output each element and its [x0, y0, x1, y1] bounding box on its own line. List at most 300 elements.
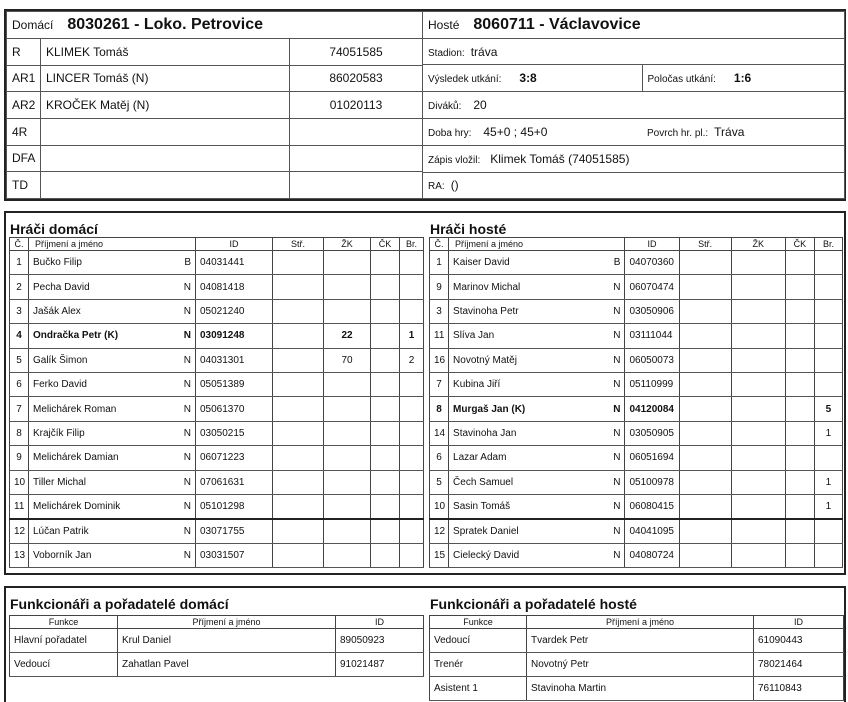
player-name-wrap [33, 330, 191, 341]
player-name-cell [29, 421, 196, 445]
player-yellow-card [731, 519, 785, 543]
player-red-card [371, 299, 400, 323]
official-id: 91021487 [336, 653, 424, 677]
player-name-cell [449, 324, 625, 348]
player-row [430, 324, 843, 348]
player-name: Čech Samuel [453, 476, 514, 488]
player-name: Galík Šimon [33, 354, 88, 366]
player-flag: N [183, 354, 191, 366]
official-role: Asistent 1 [430, 677, 527, 701]
player-name-cell [29, 543, 196, 567]
player-number: 5 [430, 470, 449, 494]
player-red-card [785, 494, 814, 518]
player-yellow-card: 22 [324, 324, 371, 348]
player-flag: N [613, 452, 621, 464]
player-id: 05051389 [196, 372, 273, 396]
player-yellow-card [731, 421, 785, 445]
player-yellow-card [324, 543, 371, 567]
player-row [10, 348, 424, 372]
player-name-cell [29, 251, 196, 275]
spectators-row [423, 92, 844, 119]
player-flag: N [613, 476, 621, 488]
player-yellow-card [324, 519, 371, 543]
player-name-wrap [453, 452, 620, 463]
player-id: 03050905 [625, 421, 679, 445]
player-goals: 1 [400, 324, 424, 348]
player-name-wrap [453, 257, 620, 268]
player-substitution [679, 324, 731, 348]
player-substitution [273, 543, 324, 567]
player-red-card [785, 470, 814, 494]
official-id: 78021464 [754, 653, 844, 677]
spectators-label: Diváků: [428, 101, 462, 113]
player-id: 06071223 [196, 446, 273, 470]
result-label: Výsledek utkání: [428, 74, 502, 86]
player-goals: 5 [814, 397, 842, 421]
player-name-wrap [453, 550, 620, 561]
player-red-card [371, 324, 400, 348]
player-goals [400, 299, 424, 323]
official-row [10, 653, 424, 677]
player-red-card [785, 275, 814, 299]
player-number: 12 [430, 519, 449, 543]
entered-by-value: Klimek Tomáš (74051585) [490, 151, 630, 166]
home-players-title: Hráči domácí [10, 221, 98, 237]
official-id [290, 118, 423, 145]
player-row [430, 543, 843, 567]
player-goals [400, 251, 424, 275]
player-name: Cielecký David [453, 549, 520, 561]
player-goals [400, 421, 424, 445]
away-label: Hosté [428, 18, 460, 32]
halftime-cell [642, 65, 844, 92]
player-id: 05061370 [196, 397, 273, 421]
player-red-card [371, 494, 400, 518]
player-name-cell [449, 543, 625, 567]
player-name: Stavinoha Petr [453, 305, 519, 317]
player-goals: 1 [814, 470, 842, 494]
player-substitution [273, 446, 324, 470]
player-substitution [679, 543, 731, 567]
player-flag: N [183, 500, 191, 512]
team-officials-section [4, 586, 846, 702]
player-red-card [785, 397, 814, 421]
player-red-card [371, 348, 400, 372]
player-name: Bučko Filip [33, 257, 82, 269]
player-number: 4 [10, 324, 29, 348]
player-yellow-card [731, 324, 785, 348]
player-yellow-card [324, 494, 371, 518]
player-red-card [785, 543, 814, 567]
official-row [430, 653, 844, 677]
player-yellow-card [324, 372, 371, 396]
player-name-wrap [453, 330, 620, 341]
player-name: Melichárek Dominik [33, 500, 121, 512]
col-zk: ŽK [731, 238, 785, 251]
player-yellow-card [731, 494, 785, 518]
player-name: Spratek Daniel [453, 525, 519, 537]
col-id: ID [196, 238, 273, 251]
player-substitution [273, 275, 324, 299]
official-name: KLIMEK Tomáš [41, 39, 290, 66]
player-goals [400, 494, 424, 518]
player-yellow-card [324, 421, 371, 445]
player-flag: N [183, 330, 191, 342]
player-red-card [785, 372, 814, 396]
player-row [430, 299, 843, 323]
player-red-card [371, 543, 400, 567]
official-id: 01020113 [290, 92, 423, 119]
player-id: 06050073 [625, 348, 679, 372]
surface-label: Povrch hr. pl.: [647, 127, 709, 139]
player-name-wrap [33, 477, 191, 488]
player-yellow-card [731, 299, 785, 323]
col-name: Příjmení a jméno [527, 616, 754, 629]
player-goals [400, 470, 424, 494]
official-row [430, 677, 844, 701]
official-name: Novotný Petr [527, 653, 754, 677]
official-row [7, 39, 845, 66]
player-flag: B [184, 257, 191, 269]
ra-value: () [450, 178, 459, 193]
player-name-wrap [453, 501, 620, 512]
player-substitution [273, 251, 324, 275]
col-no: Č. [10, 238, 29, 251]
home-team-header [7, 12, 423, 39]
player-substitution [273, 372, 324, 396]
player-red-card [785, 251, 814, 275]
stadium-row [423, 39, 844, 65]
player-row [430, 348, 843, 372]
players-section [4, 211, 846, 575]
player-substitution [273, 421, 324, 445]
player-substitution [273, 397, 324, 421]
player-name-wrap [33, 526, 191, 537]
player-substitution [679, 299, 731, 323]
player-id: 06051694 [625, 446, 679, 470]
player-yellow-card: 70 [324, 348, 371, 372]
player-id: 03031507 [196, 543, 273, 567]
player-name-wrap [33, 306, 191, 317]
player-name-wrap [33, 257, 191, 268]
player-yellow-card [731, 348, 785, 372]
player-flag: N [613, 427, 621, 439]
col-id: ID [754, 616, 844, 629]
player-id: 05100978 [625, 470, 679, 494]
player-goals [400, 397, 424, 421]
col-ck: ČK [785, 238, 814, 251]
player-name-cell [29, 446, 196, 470]
ra-row [423, 172, 844, 198]
player-id: 06080415 [625, 494, 679, 518]
player-name: Sasin Tomáš [453, 500, 511, 512]
player-row [430, 275, 843, 299]
player-flag: N [613, 525, 621, 537]
away-players-title: Hráči hosté [430, 221, 507, 237]
player-row [10, 470, 424, 494]
player-substitution [273, 348, 324, 372]
player-yellow-card [731, 470, 785, 494]
player-number: 11 [10, 494, 29, 518]
player-flag: N [183, 525, 191, 537]
player-red-card [371, 446, 400, 470]
player-name-cell [29, 299, 196, 323]
player-substitution [679, 421, 731, 445]
player-red-card [785, 421, 814, 445]
player-name-cell [29, 372, 196, 396]
player-number: 3 [10, 299, 29, 323]
player-name-cell [449, 348, 625, 372]
official-id: 74051585 [290, 39, 423, 66]
official-row [10, 629, 424, 653]
official-row [430, 629, 844, 653]
player-name-wrap [33, 428, 191, 439]
away-players-table [429, 237, 843, 568]
player-yellow-card [731, 397, 785, 421]
player-goals [814, 299, 842, 323]
player-red-card [785, 299, 814, 323]
player-name-cell [449, 372, 625, 396]
player-id: 05021240 [196, 299, 273, 323]
halftime-value: 1:6 [733, 71, 752, 86]
player-substitution [679, 372, 731, 396]
player-number: 7 [10, 397, 29, 421]
player-number: 1 [10, 251, 29, 275]
table-header [10, 238, 424, 251]
player-flag: N [613, 549, 621, 561]
col-zk: ŽK [324, 238, 371, 251]
player-name-cell [29, 348, 196, 372]
stadium-value: tráva [470, 44, 498, 59]
player-id: 06070474 [625, 275, 679, 299]
player-name-cell [29, 397, 196, 421]
player-flag: N [613, 354, 621, 366]
result-value: 3:8 [519, 71, 537, 86]
player-number: 6 [10, 372, 29, 396]
player-goals [814, 275, 842, 299]
player-red-card [785, 446, 814, 470]
player-red-card [785, 324, 814, 348]
player-red-card [371, 519, 400, 543]
player-row [430, 470, 843, 494]
player-substitution [273, 299, 324, 323]
player-substitution [679, 446, 731, 470]
player-yellow-card [731, 372, 785, 396]
spectators-value: 20 [473, 98, 487, 113]
stadium-label: Stadion: [428, 47, 465, 59]
player-name-cell [449, 397, 625, 421]
player-flag: N [183, 305, 191, 317]
player-goals: 1 [814, 494, 842, 518]
player-row [10, 299, 424, 323]
table-header [430, 616, 844, 629]
player-red-card [371, 397, 400, 421]
player-substitution [273, 324, 324, 348]
col-id: ID [336, 616, 424, 629]
player-id: 03050215 [196, 421, 273, 445]
player-row [430, 446, 843, 470]
official-name [41, 118, 290, 145]
player-goals [814, 543, 842, 567]
duration-label: Doba hry: [428, 127, 472, 139]
player-number: 9 [430, 275, 449, 299]
official-name [41, 145, 290, 172]
player-goals [400, 543, 424, 567]
surface-value: Tráva [714, 124, 745, 139]
player-name-wrap [453, 404, 620, 415]
official-role: 4R [7, 118, 41, 145]
player-flag: N [183, 281, 191, 293]
player-name-cell [29, 324, 196, 348]
player-id: 04070360 [625, 251, 679, 275]
player-goals [814, 446, 842, 470]
player-number: 11 [430, 324, 449, 348]
player-flag: N [613, 305, 621, 317]
col-br: Br. [814, 238, 842, 251]
player-number: 8 [430, 397, 449, 421]
official-name: LINCER Tomáš (N) [41, 65, 290, 92]
player-goals [814, 519, 842, 543]
home-team-name: 8030261 - Loko. Petrovice [67, 16, 263, 33]
official-role: AR1 [7, 65, 41, 92]
player-red-card [371, 372, 400, 396]
home-players-table [9, 237, 424, 568]
player-name-cell [29, 470, 196, 494]
official-id: 61090443 [754, 629, 844, 653]
col-name: Příjmení a jméno [449, 238, 625, 251]
player-number: 2 [10, 275, 29, 299]
table-header [10, 616, 424, 629]
player-id: 05110999 [625, 372, 679, 396]
player-goals [814, 348, 842, 372]
duration-cell [423, 118, 642, 145]
player-substitution [679, 397, 731, 421]
player-row [10, 251, 424, 275]
col-role: Funkce [10, 616, 118, 629]
player-number: 15 [430, 543, 449, 567]
player-flag: N [613, 500, 621, 512]
player-number: 9 [10, 446, 29, 470]
player-flag: N [613, 379, 621, 391]
player-number: 10 [430, 494, 449, 518]
player-number: 10 [10, 470, 29, 494]
official-id: 89050923 [336, 629, 424, 653]
player-flag: N [613, 403, 621, 415]
player-row [10, 543, 424, 567]
player-red-card [371, 421, 400, 445]
player-name-wrap [453, 306, 620, 317]
player-yellow-card [324, 299, 371, 323]
home-label: Domácí [12, 18, 54, 32]
player-name-wrap [453, 379, 620, 390]
player-id: 04080724 [625, 543, 679, 567]
player-id: 04031441 [196, 251, 273, 275]
player-goals [400, 372, 424, 396]
player-name: Slíva Jan [453, 330, 495, 342]
player-yellow-card [324, 275, 371, 299]
official-name: Tvardek Petr [527, 629, 754, 653]
official-role: Vedoucí [10, 653, 118, 677]
official-role: DFA [7, 145, 41, 172]
player-name: Murgaš Jan (K) [453, 403, 526, 415]
player-name-wrap [33, 501, 191, 512]
player-red-card [371, 275, 400, 299]
away-team-name: 8060711 - Václavovice [473, 16, 641, 33]
entered-by-row [423, 145, 844, 172]
col-role: Funkce [430, 616, 527, 629]
duration-value: 45+0 ; 45+0 [483, 124, 548, 139]
player-id: 07061631 [196, 470, 273, 494]
match-header [4, 9, 846, 201]
player-substitution [273, 494, 324, 518]
player-flag: N [183, 476, 191, 488]
col-no: Č. [430, 238, 449, 251]
player-id: 04081418 [196, 275, 273, 299]
col-ck: ČK [371, 238, 400, 251]
player-substitution [273, 519, 324, 543]
official-id: 86020583 [290, 65, 423, 92]
player-row [10, 421, 424, 445]
official-role: Vedoucí [430, 629, 527, 653]
entered-by-label: Zápis vložil: [428, 154, 481, 166]
player-substitution [679, 275, 731, 299]
player-name-wrap [33, 379, 191, 390]
player-name-cell [449, 299, 625, 323]
player-name-cell [29, 275, 196, 299]
player-red-card [785, 348, 814, 372]
player-id: 03111044 [625, 324, 679, 348]
player-id: 04041095 [625, 519, 679, 543]
player-name-wrap [453, 355, 620, 366]
player-flag: N [183, 452, 191, 464]
player-name: Novotný Matěj [453, 354, 517, 366]
player-name-cell [449, 446, 625, 470]
result-cell [423, 65, 642, 92]
col-name: Příjmení a jméno [29, 238, 196, 251]
player-name-cell [449, 470, 625, 494]
player-name-wrap [453, 477, 620, 488]
player-name-cell [449, 494, 625, 518]
official-name: KROČEK Matěj (N) [41, 92, 290, 119]
player-name: Melichárek Roman [33, 403, 117, 415]
player-flag: N [183, 427, 191, 439]
player-goals [400, 446, 424, 470]
player-flag: N [613, 330, 621, 342]
player-row [10, 275, 424, 299]
away-officials-table [429, 615, 844, 701]
player-row [430, 519, 843, 543]
player-number: 13 [10, 543, 29, 567]
official-name: Krul Daniel [118, 629, 336, 653]
col-name: Příjmení a jméno [118, 616, 336, 629]
official-name: Zahatlan Pavel [118, 653, 336, 677]
player-name-wrap [453, 428, 620, 439]
player-goals [814, 372, 842, 396]
player-row [430, 494, 843, 518]
player-flag: N [183, 549, 191, 561]
player-name-cell [449, 251, 625, 275]
player-number: 8 [10, 421, 29, 445]
player-name: Tiller Michal [33, 476, 86, 488]
official-role: Hlavní pořadatel [10, 629, 118, 653]
player-substitution [273, 470, 324, 494]
player-row [10, 519, 424, 543]
official-role: AR2 [7, 92, 41, 119]
player-name-wrap [453, 282, 620, 293]
col-id: ID [625, 238, 679, 251]
player-name-wrap [453, 526, 620, 537]
player-number: 1 [430, 251, 449, 275]
